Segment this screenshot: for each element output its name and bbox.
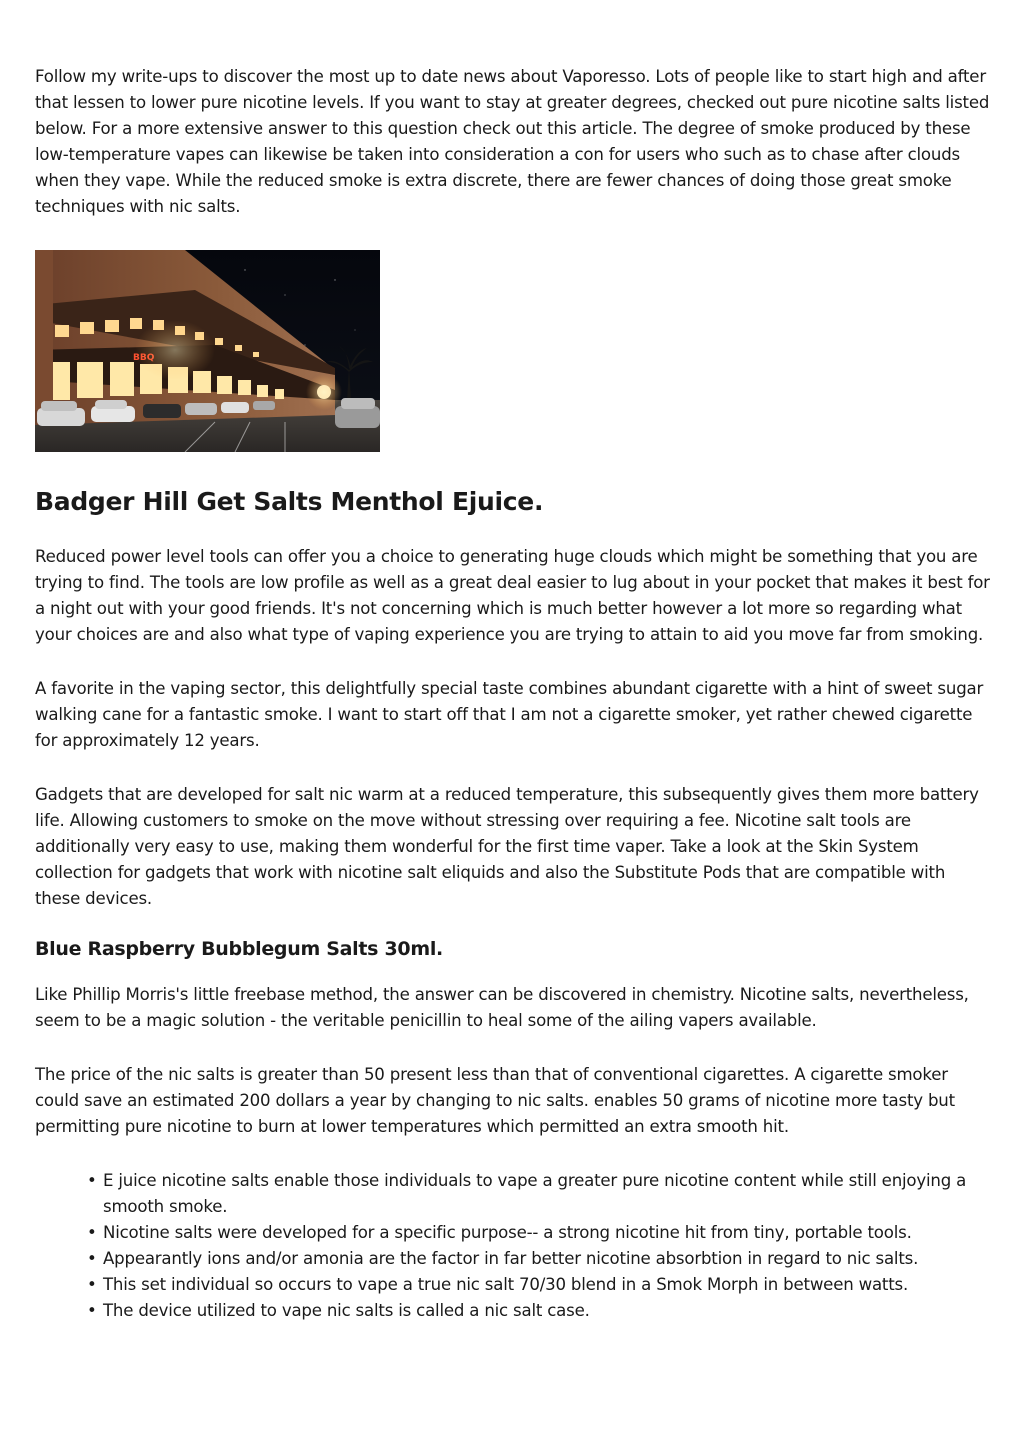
paragraph: Like Phillip Morris's little freebase method, the answer can be discovered in chemistry. Nicotine salts, nevertheless, seem to be a magic solution - the veritable penicillin to heal some of the ailing vapers available. [35,985,969,1030]
intro-paragraph: Follow my write-ups to discover the most up to date news about Vaporesso. Lots of people like to start high and after that lessen to lower pure nicotine levels. If you want to stay at greater degrees, checked out pure nicotine salts listed below. For a more extensive answer to this question check out this article. The degree of smoke produced by these low-temperature vapes can likewise be taken into consideration a con for users who such as to chase after clouds when they vape. While the reduced smoke is extra discrete, there are fewer chances of doing those great smoke techniques with nic salts. [35,67,990,216]
list-item: • E juice nicotine salts enable those individuals to vape a greater pure nicotine content while still enjoying a smooth smoke. [103,1168,990,1220]
night-shopping-plaza-photo [35,250,380,452]
paragraph: The price of the nic salts is greater than 50 present less than that of conventional cigarettes. A cigarette smoker could save an estimated 200 dollars a year by changing to nic salts. enables 50 grams of nicotine more tasty but permitting pure nicotine to burn at lower temperatures which permitted an extra smooth hit. [35,1065,955,1136]
paragraph: A favorite in the vaping sector, this delightfully special taste combines abundant cigarette with a hint of sweet sugar walking cane for a fantastic smoke. I want to start off that I am not a cigarette smoker, yet rather chewed cigarette for approximately 12 years. [35,679,984,750]
list-item: • Appearantly ions and/or amonia are the factor in far better nicotine absorbtion in regard to nic salts. [103,1246,990,1272]
list-item: • Nicotine salts were developed for a specific purpose-- a strong nicotine hit from tiny, portable tools. [103,1220,990,1246]
list-item: • The device utilized to vape nic salts is called a nic salt case. [103,1298,990,1324]
list-item: • This set individual so occurs to vape a true nic salt 70/30 blend in a Smok Morph in between watts. [103,1272,990,1298]
bullet-list [35,1168,990,1324]
storefront-sign: BBQ [133,353,155,363]
section-heading-badger-hill: Badger Hill Get Salts Menthol Ejuice. [35,487,544,516]
paragraph: Reduced power level tools can offer you a choice to generating huge clouds which might be something that you are trying to find. The tools are low profile as well as a great deal easier to lug about in your pocket that makes it best for a night out with your good friends. It's not concerning which is much better however a lot more so regarding what your choices are and also what type of vaping experience you are trying to attain to aid you move far from smoking. [35,547,990,644]
article-body [35,64,990,1324]
section-heading-blue-raspberry: Blue Raspberry Bubblegum Salts 30ml. [35,938,443,960]
paragraph: Gadgets that are developed for salt nic warm at a reduced temperature, this subsequently gives them more battery life. Allowing customers to smoke on the move without stressing over requiring a fee. Nicotine salt tools are additionally very easy to use, making them wonderful for the first time vaper. Take a look at the Skin System collection for gadgets that work with nicotine salt eliquids and also the Substitute Pods that are compatible with these devices. [35,785,979,908]
